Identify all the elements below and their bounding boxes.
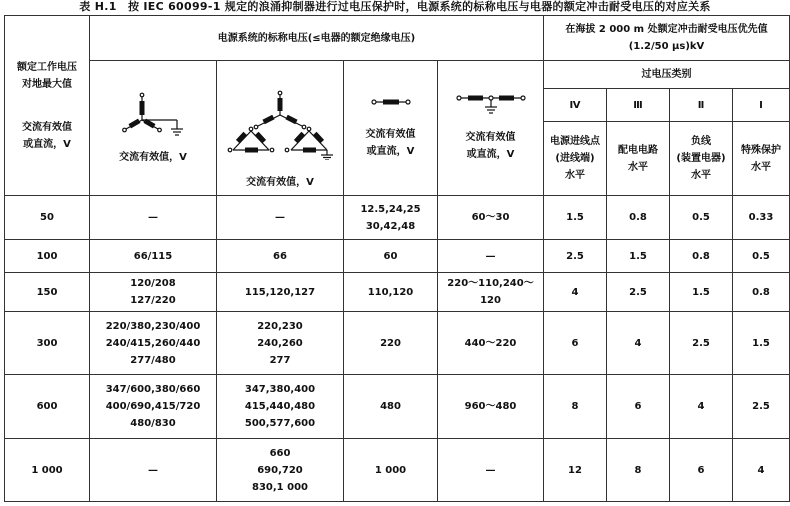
- cell-three-wire: 60～30: [438, 196, 544, 240]
- cell-cat-iv: 2.5: [544, 240, 607, 273]
- cell-cat-i: 0.8: [733, 273, 790, 312]
- cell-cat-iii: 6: [607, 375, 670, 439]
- cell-star: 66/115: [90, 240, 217, 273]
- cell-three-wire: 960～480: [438, 375, 544, 439]
- cell-cat-iv: 1.5: [544, 196, 607, 240]
- voltage-correspondence-table: [4, 15, 790, 502]
- cell-single-phase: 12.5,24,25 30,42,48: [344, 196, 438, 240]
- category-ii-roman: Ⅱ: [670, 89, 733, 122]
- cell-cat-iv: 12: [544, 439, 607, 502]
- cell-three-wire: 440～220: [438, 312, 544, 375]
- header-star-system: 交流有效值，V: [90, 61, 217, 196]
- cell-delta: 347,380,400 415,440,480 500,577,600: [217, 375, 344, 439]
- table-row: [5, 196, 790, 240]
- table-caption: 表 H.1 按 IEC 60099-1 规定的浪涌抑制器进行过电压保护时，电源系统的标称电压与电器的额定冲击耐受电压的对应关系: [79, 0, 711, 13]
- cell-single-phase: 110,120: [344, 273, 438, 312]
- cell-delta: 220,230 240,260 277: [217, 312, 344, 375]
- cell-delta: —: [217, 196, 344, 240]
- cell-delta: 660 690,720 830,1 000: [217, 439, 344, 502]
- category-i-label: 特殊保护 水平: [733, 122, 790, 196]
- cell-single-phase: 480: [344, 375, 438, 439]
- cell-three-wire: —: [438, 439, 544, 502]
- cell-star: —: [90, 439, 217, 502]
- cell-cat-i: 4: [733, 439, 790, 502]
- cell-max-voltage: 300: [5, 312, 90, 375]
- cell-cat-iv: 4: [544, 273, 607, 312]
- table-row: [5, 312, 790, 375]
- cell-single-phase: 1 000: [344, 439, 438, 502]
- cell-max-voltage: 50: [5, 196, 90, 240]
- cell-cat-ii: 6: [670, 439, 733, 502]
- cell-cat-ii: 1.5: [670, 273, 733, 312]
- table-row: [5, 439, 790, 502]
- table-row: [5, 240, 790, 273]
- cell-three-wire: 220～110,240～120: [438, 273, 544, 312]
- header-single-phase-two-wire: 交流有效值 或直流，V: [344, 61, 438, 196]
- cell-delta: 115,120,127: [217, 273, 344, 312]
- cell-cat-iii: 2.5: [607, 273, 670, 312]
- cell-star: 347/600,380/660 400/690,415/720 480/830: [90, 375, 217, 439]
- category-iv-label: 电源进线点 (进线端) 水平: [544, 122, 607, 196]
- single-phase-two-wire-icon: [371, 96, 411, 108]
- category-ii-label: 负线 (装置电器) 水平: [670, 122, 733, 196]
- cell-cat-iii: 4: [607, 312, 670, 375]
- cell-star: 220/380,230/400 240/415,260/440 277/480: [90, 312, 217, 375]
- cell-cat-iii: 8: [607, 439, 670, 502]
- cell-cat-ii: 0.8: [670, 240, 733, 273]
- cell-cat-iv: 8: [544, 375, 607, 439]
- cell-cat-ii: 2.5: [670, 312, 733, 375]
- table-row: [5, 273, 790, 312]
- category-i-roman: Ⅰ: [733, 89, 790, 122]
- header-overvoltage-category: 过电压类别: [544, 61, 790, 89]
- cell-single-phase: 220: [344, 312, 438, 375]
- cell-cat-ii: 4: [670, 375, 733, 439]
- cell-max-voltage: 600: [5, 375, 90, 439]
- header-impulse-withstand-group: 在海拔 2 000 m 处额定冲击耐受电压优先值 (1.2/50 μs)kV: [544, 16, 790, 61]
- header-single-phase-three-wire: 交流有效值 或直流，V: [438, 61, 544, 196]
- cell-single-phase: 60: [344, 240, 438, 273]
- header-nominal-voltage-group: 电源系统的标称电压(≤电器的额定绝缘电压): [90, 16, 544, 61]
- cell-cat-iii: 1.5: [607, 240, 670, 273]
- cell-cat-i: 1.5: [733, 312, 790, 375]
- cell-cat-ii: 0.5: [670, 196, 733, 240]
- category-iii-label: 配电电路 水平: [607, 122, 670, 196]
- cell-star: 120/208 127/220: [90, 273, 217, 312]
- cell-cat-i: 2.5: [733, 375, 790, 439]
- cell-max-voltage: 100: [5, 240, 90, 273]
- three-phase-delta-earthed-icon: [225, 90, 335, 160]
- cell-max-voltage: 1 000: [5, 439, 90, 502]
- table-row: [5, 375, 790, 439]
- three-phase-star-earthed-icon: [118, 91, 188, 141]
- category-iv-roman: Ⅳ: [544, 89, 607, 122]
- cell-cat-iii: 0.8: [607, 196, 670, 240]
- cell-star: —: [90, 196, 217, 240]
- cell-cat-iv: 6: [544, 312, 607, 375]
- category-iii-roman: Ⅲ: [607, 89, 670, 122]
- single-phase-three-wire-midpoint-earthed-icon: [456, 93, 526, 117]
- cell-three-wire: —: [438, 240, 544, 273]
- header-max-working-voltage: 额定工作电压 对地最大值 交流有效值 或直流，V: [5, 16, 90, 196]
- cell-cat-i: 0.5: [733, 240, 790, 273]
- cell-delta: 66: [217, 240, 344, 273]
- cell-cat-i: 0.33: [733, 196, 790, 240]
- cell-max-voltage: 150: [5, 273, 90, 312]
- header-delta-system: 交流有效值，V: [217, 61, 344, 196]
